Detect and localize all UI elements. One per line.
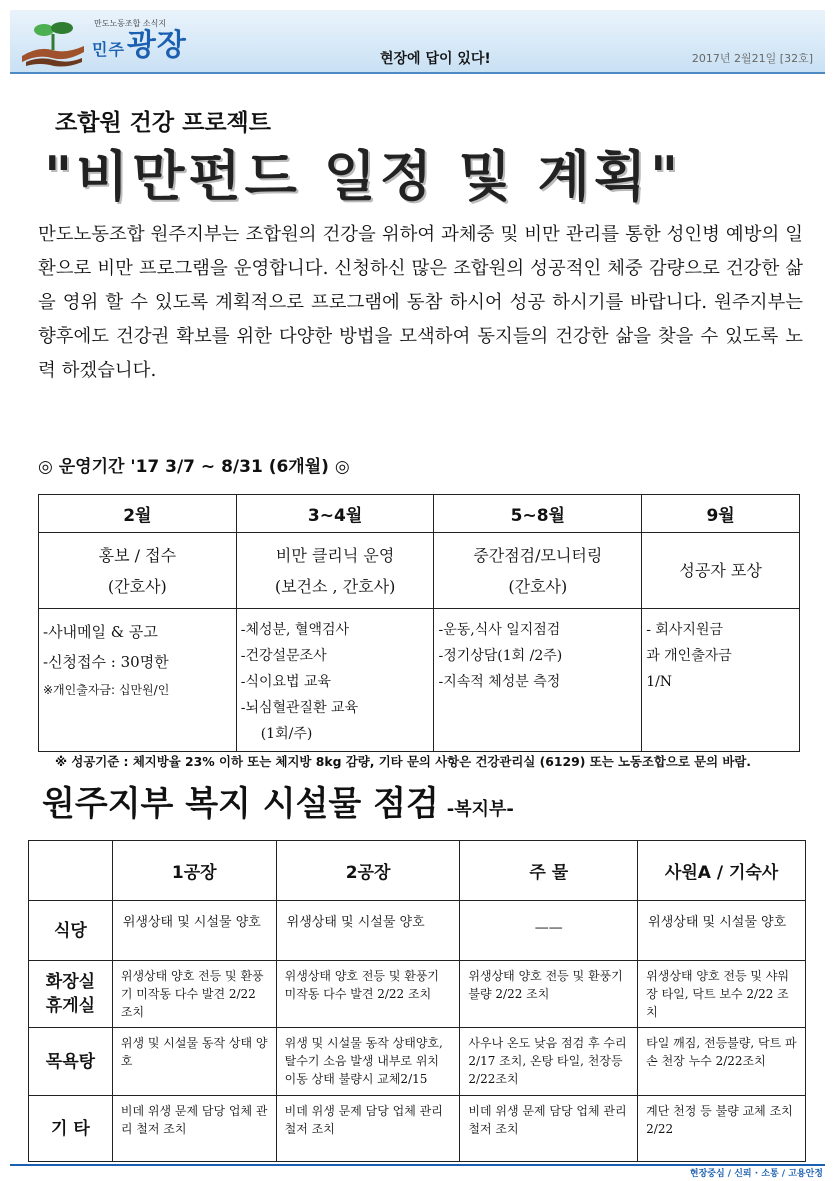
detail-cell (236, 609, 434, 752)
detail-line: 과 개인출자금 (646, 648, 732, 664)
task-line: 성공자 포상 (679, 561, 762, 580)
facility-table (28, 840, 806, 1162)
detail-note: ※개인출자금: 십만원/인 (43, 683, 170, 697)
detail-line: -사내메일 & 공고 (43, 623, 158, 641)
table-cell (460, 901, 638, 961)
table-cell: 위생상태 및 시설물 양호 (276, 901, 460, 961)
logo[interactable] (18, 14, 208, 70)
table-cell: 비데 위생 문제 담당 업체 관리 철저 조치 (112, 1096, 276, 1162)
facility-title: 원주지부 복지 시설물 점검 (42, 784, 439, 824)
table-cell: 위생상태 양호 전등 및 환풍기 미작동 다수 발견 2/22 조치 (276, 961, 460, 1028)
task-cell (642, 533, 800, 609)
logo-subtitle: 만도노동조합 소식지 (94, 19, 167, 28)
corner-cell (29, 841, 113, 901)
project-title: "비만펀드 일정 및 계획" (44, 145, 683, 208)
table-cell: 비데 위생 문제 담당 업체 관리 철저 조치 (276, 1096, 460, 1162)
row-label (29, 961, 113, 1028)
facility-tag: -복지부- (446, 799, 514, 820)
detail-line: -신청접수 : 30명한 (43, 653, 169, 671)
logo-small-text: 민주 (92, 40, 125, 59)
column-header: 주 물 (460, 841, 638, 901)
task-line: (간호사) (107, 576, 167, 596)
table-cell: 위생상태 양호 전등 및 환풍기 미작동 다수 발견 2/22 조치 (112, 961, 276, 1028)
column-header: 사원A / 기숙사 (638, 841, 806, 901)
row-label-text: 화장실 휴게실 (45, 972, 96, 1016)
detail-cell (434, 609, 642, 752)
sprout-logo-icon (18, 16, 88, 68)
empty-dash: —— (534, 920, 563, 936)
detail-line: - 회사지원금 (646, 622, 723, 638)
column-header: 1공장 (112, 841, 276, 901)
detail-line: -건강설문조사 (240, 648, 327, 664)
project-subtitle: 조합원 건강 프로젝트 (55, 110, 271, 136)
row-label: 목욕탕 (29, 1028, 113, 1096)
month-header: 2월 (39, 495, 237, 533)
logo-title (92, 28, 187, 68)
table-cell: 위생상태 양호 전등 및 샤워장 타일, 닥트 보수 2/22 조치 (638, 961, 806, 1028)
detail-line: -식이요법 교육 (240, 674, 332, 690)
detail-line: -체성분, 혈액검사 (240, 622, 350, 638)
task-cell (236, 533, 434, 609)
detail-line: 1/N (646, 674, 673, 690)
table-cell: 비데 위생 문제 담당 업체 관리 철저 조치 (460, 1096, 638, 1162)
table-cell: 위생상태 양호 전등 및 환풍기 불량 2/22 조치 (460, 961, 638, 1028)
task-line: 중간점검/모니터링 (473, 545, 603, 565)
month-header: 5~8월 (434, 495, 642, 533)
detail-line: (1회/주) (260, 726, 313, 742)
newsletter-header (10, 10, 825, 74)
month-header: 9월 (642, 495, 800, 533)
facility-section-title (42, 776, 514, 825)
intro-paragraph: 만도노동조합 원주지부는 조합원의 건강을 위하여 과체중 및 비만 관리를 통한 성인병 예방의 일환으로 비만 프로그램을 운영합니다. 신청하신 많은 조합원의 성공적인 체중 감량으로 건강한 삶을 영위 할 수 있도록 계획적으로 프로그램에 동참 하시어 성공 하시기를 바랍니다. 원주지부는 향후에도 건강권 확보를 위한 다양한 방법을 모색하여 동지들의 건강한 삶을 찾을 수 있도록 노력 하겠습니다. (38, 224, 804, 381)
detail-line: -운동,식사 일지점검 (438, 622, 561, 638)
detail-cell (39, 609, 237, 752)
task-line: 비만 클리닉 운영 (275, 545, 395, 565)
footer-slogan: 현장중심 / 신뢰 · 소통 / 고용안정 (689, 1169, 823, 1179)
table-cell: 사우나 온도 낮음 점검 후 수리 2/17 조치, 온탕 타일, 천장등 2/22조치 (460, 1028, 638, 1096)
column-header: 2공장 (276, 841, 460, 901)
table-cell: 위생상태 및 시설물 양호 (112, 901, 276, 961)
header-tagline: 현장에 답이 있다! (380, 51, 491, 67)
table-cell: 위생상태 및 시설물 양호 (638, 901, 806, 961)
issue-date: 2017년 2월21일 [32호] (691, 52, 813, 65)
task-line: (보건소 , 간호사) (274, 576, 396, 596)
month-header: 3~4월 (236, 495, 434, 533)
operation-period: ◎ 운영기간 '17 3/7 ~ 8/31 (6개월) ◎ (38, 457, 350, 477)
detail-line: -지속적 체성분 측정 (438, 674, 561, 690)
task-cell (434, 533, 642, 609)
detail-cell (642, 609, 800, 752)
task-line: 홍보 / 접수 (98, 545, 177, 565)
table-cell: 타일 깨짐, 전등불량, 닥트 파손 천장 누수 2/22조치 (638, 1028, 806, 1096)
detail-line: -뇌심혈관질환 교육 (240, 700, 359, 716)
task-cell (39, 533, 237, 609)
table-cell: 위생 및 시설물 동작 상태양호, 탈수기 소음 발생 내부로 위치 이동 상태 불량시 교체2/15 (276, 1028, 460, 1096)
detail-line: -정기상담(1회 /2주) (438, 648, 563, 664)
row-label: 기 타 (29, 1096, 113, 1162)
logo-main-text: 광장 (126, 28, 187, 63)
schedule-table (38, 494, 800, 752)
task-line: (간호사) (508, 576, 568, 596)
table-cell: 위생 및 시설물 동작 상태 양호 (112, 1028, 276, 1096)
table-cell: 계단 천정 등 불량 교체 조치 2/22 (638, 1096, 806, 1162)
success-criteria: ※ 성공기준 : 체지방율 23% 이하 또는 체지방 8kg 감량, 기타 문의 사항은 건강관리실 (6129) 또는 노동조합으로 문의 바람. (55, 754, 752, 769)
row-label: 식당 (29, 901, 113, 961)
